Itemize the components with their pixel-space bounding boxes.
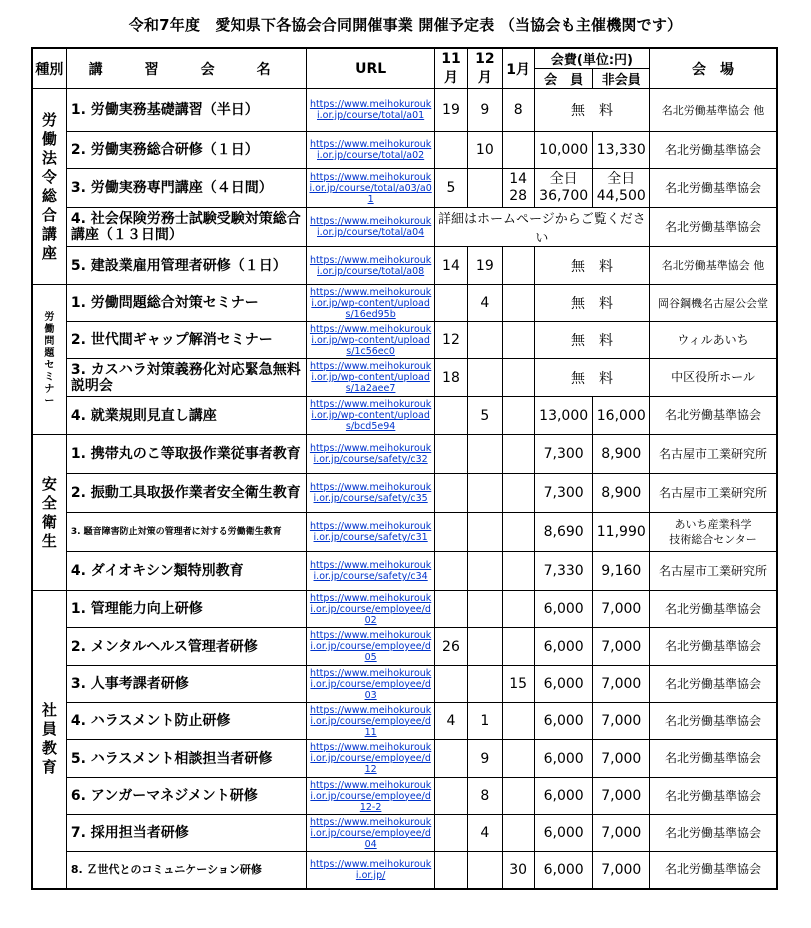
date-dec [468,435,502,474]
course-url-link[interactable]: https://www.meihokurouki.or.jp/wp-content/uploads/1a2aee7 [309,361,432,394]
date-jan [502,740,534,778]
date-nov: 19 [434,89,467,132]
date-nov [434,815,467,852]
date-jan: 14 28 [502,169,534,208]
venue: 名北労働基準協会 [650,132,777,169]
category-cell [32,435,66,591]
venue: 名北労働基準協会 [650,852,777,889]
date-nov [434,285,467,322]
header-url: URL [307,48,434,89]
course-url-cell [307,247,434,285]
course-name: 5. 建設業雇用管理者研修（１日） [66,247,307,285]
category-char: ミ [44,371,55,383]
table-row [32,703,777,740]
course-url-link[interactable]: https://www.meihokurouki.or.jp/course/employee/d11 [309,704,432,738]
course-url-cell [307,778,434,815]
course-name: 3. カスハラ対策義務化対応緊急無料説明会 [66,359,307,397]
category-char: 衛 [41,512,57,531]
venue: 名北労働基準協会 [650,666,777,703]
course-url-cell [307,285,434,322]
venue: 名古屋市工業研究所 [650,474,777,513]
table-row [32,132,777,169]
table-row [32,359,777,397]
venue: 名北労働基準協会 [650,703,777,740]
schedule-table [31,47,778,890]
course-name: 4. ハラスメント防止研修 [66,703,307,740]
course-url-cell [307,552,434,591]
category-char: 令 [41,167,57,186]
date-nov [434,397,467,435]
venue: 名北労働基準協会 [650,591,777,628]
course-url-cell [307,703,434,740]
fee-member: 7,330 [534,552,593,591]
fee-nonmember: 7,000 [593,666,650,703]
date-nov [434,513,467,552]
course-name: 4. ダイオキシン類特別教育 [66,552,307,591]
venue: 名北労働基準協会 [650,397,777,435]
category-char: ー [44,395,55,407]
fee-nonmember: 9,160 [593,552,650,591]
fee-nonmember: 7,000 [593,703,650,740]
date-dec [468,513,502,552]
date-jan [502,247,534,285]
course-url-cell [307,513,434,552]
date-dec [468,552,502,591]
course-name: 2. メンタルヘルス管理者研修 [66,628,307,666]
date-dec: 9 [468,89,502,132]
table-row [32,513,777,552]
course-name: 3. 騒音障害防止対策の管理者に対する労働衛生教育 [66,513,307,552]
date-jan [502,474,534,513]
date-nov [434,666,467,703]
date-dec [468,169,502,208]
table-row [32,852,777,889]
course-url-cell [307,132,434,169]
course-url-link[interactable]: https://www.meihokurouki.or.jp/wp-content/uploads/1c56ec0 [309,323,432,357]
course-name: 4. 就業規則見直し講座 [66,397,307,435]
category-char: 育 [41,758,57,777]
date-nov [434,591,467,628]
category-cell [32,591,66,889]
course-name: 2. 世代間ギャップ解消セミナー [66,322,307,359]
fee-member: 6,000 [534,628,593,666]
date-nov [434,132,467,169]
date-jan [502,322,534,359]
date-nov: 18 [434,359,467,397]
venue: 名北労働基準協会 [650,628,777,666]
venue: 名北労働基準協会 [650,778,777,815]
date-dec [468,322,502,359]
category-char: 座 [41,243,57,262]
fee-member: 6,000 [534,740,593,778]
category-char: 問 [44,335,55,347]
fee-member: 6,000 [534,591,593,628]
header-course: 講 習 会 名 [66,48,307,89]
header-fee: 会費(単位:円) [534,48,649,69]
fee-member: 6,000 [534,703,593,740]
fee-free: 無 料 [534,89,649,132]
course-url-cell [307,89,434,132]
date-jan [502,778,534,815]
category-char: 全 [41,493,57,512]
table-row [32,474,777,513]
fee-member: 8,690 [534,513,593,552]
fee-free: 無 料 [534,322,649,359]
table-row [32,591,777,628]
course-url-link[interactable]: https://www.meihokurouki.or.jp/course/employee/d12 [309,742,432,775]
course-url-link[interactable]: https://www.meihokurouki.or.jp/course/employee/d04 [309,816,432,850]
table-row [32,208,777,247]
fee-nonmember: 全日 44,500 [593,169,650,208]
date-jan: 8 [502,89,534,132]
date-jan [502,552,534,591]
course-url-cell [307,628,434,666]
date-jan [502,359,534,397]
course-url-link[interactable]: https://www.meihokurouki.or.jp/course/total/a01 [309,99,432,121]
course-url-cell [307,169,434,208]
category-char: ナ [44,383,55,395]
date-nov [434,740,467,778]
category-char: 働 [41,129,57,148]
date-nov: 26 [434,628,467,666]
course-url-link[interactable]: https://www.meihokurouki.or.jp/course/employee/d03 [309,667,432,701]
date-dec [468,474,502,513]
date-nov: 14 [434,247,467,285]
category-char: 労 [44,311,55,323]
date-dec: 1 [468,703,502,740]
fee-nonmember: 8,900 [593,435,650,474]
date-nov [434,778,467,815]
category-char: 講 [41,224,57,243]
venue: 名北労働基準協会 [650,208,777,247]
course-url-link[interactable]: https://www.meihokurouki.or.jp/course/total/a03/a01 [309,171,432,205]
course-url-cell [307,740,434,778]
fee-member: 6,000 [534,778,593,815]
header-jan: 1月 [502,48,534,89]
date-dec [468,359,502,397]
table-row [32,815,777,852]
category-char: 教 [41,739,57,758]
course-url-link[interactable]: https://www.meihokurouki.or.jp/course/safety/c32 [309,443,432,465]
fee-nonmember: 7,000 [593,852,650,889]
fee-member: 6,000 [534,666,593,703]
date-nov [434,435,467,474]
fee-nonmember: 7,000 [593,778,650,815]
course-url-link[interactable]: https://www.meihokurouki.or.jp/wp-content/uploads/16ed95b [309,286,432,320]
category-char: 働 [44,323,55,335]
category-char: 安 [41,474,57,493]
category-char: セ [44,359,55,371]
course-name: 7. 採用担当者研修 [66,815,307,852]
course-name: 1. 管理能力向上研修 [66,591,307,628]
course-url-link[interactable]: https://www.meihokurouki.or.jp/course/employee/d12-2 [309,779,432,813]
details-note: 詳細はホームページからご覧ください [434,208,649,247]
course-url-link[interactable]: https://www.meihokurouki.or.jp/course/safety/c35 [309,482,432,504]
fee-nonmember: 7,000 [593,815,650,852]
fee-nonmember: 8,900 [593,474,650,513]
course-url-cell [307,359,434,397]
date-jan [502,513,534,552]
category-cell [32,285,66,435]
course-url-cell [307,208,434,247]
header-nonmember: 非会員 [593,69,650,89]
table-row [32,778,777,815]
category-char: 員 [41,720,57,739]
course-url-cell [307,815,434,852]
table-row [32,169,777,208]
venue: 岡谷鋼機名古屋公会堂 [650,285,777,322]
date-jan [502,815,534,852]
date-dec [468,852,502,889]
fee-nonmember: 16,000 [593,397,650,435]
course-name: 8. Ｚ世代とのコミュニケーション研修 [66,852,307,889]
category-char: 社 [41,701,57,720]
date-nov: 12 [434,322,467,359]
date-nov: 4 [434,703,467,740]
fee-nonmember: 11,990 [593,513,650,552]
fee-member: 10,000 [534,132,593,169]
date-jan [502,628,534,666]
table-row [32,666,777,703]
fee-member: 6,000 [534,852,593,889]
header-nov: 11月 [434,48,467,89]
table-row [32,628,777,666]
course-url-cell [307,591,434,628]
venue: 名北労働基準協会 他 [650,89,777,132]
course-url-link[interactable]: https://www.meihokurouki.or.jp/course/total/a02 [309,139,432,161]
fee-member: 全日 36,700 [534,169,593,208]
course-name: 4. 社会保険労務士試験受験対策総合講座（１３日間） [66,208,307,247]
date-dec: 19 [468,247,502,285]
course-name: 5. ハラスメント相談担当者研修 [66,740,307,778]
date-jan: 15 [502,666,534,703]
header-venue: 会 場 [650,48,777,89]
course-url-link[interactable]: https://www.meihokurouki.or.jp/course/safety/c31 [309,521,432,543]
date-dec [468,628,502,666]
course-url-link[interactable]: https://www.meihokurouki.or.jp/course/total/a04 [309,216,432,238]
date-jan [502,703,534,740]
date-dec: 9 [468,740,502,778]
table-row [32,89,777,132]
course-name: 3. 労働実務専門講座（４日間） [66,169,307,208]
fee-nonmember: 13,330 [593,132,650,169]
header-category: 種別 [32,48,66,89]
date-dec: 5 [468,397,502,435]
course-name: 1. 労働問題総合対策セミナー [66,285,307,322]
date-jan [502,435,534,474]
date-nov: 5 [434,169,467,208]
date-dec: 4 [468,815,502,852]
category-cell [32,89,66,285]
fee-free: 無 料 [534,359,649,397]
table-row [32,247,777,285]
course-url-link[interactable]: https://www.meihokurouki.or.jp/course/total/a08 [309,254,432,277]
date-dec: 10 [468,132,502,169]
fee-free: 無 料 [534,247,649,285]
date-dec: 8 [468,778,502,815]
course-name: 6. アンガーマネジメント研修 [66,778,307,815]
course-url-link[interactable]: https://www.meihokurouki.or.jp/course/employee/d02 [309,592,432,626]
fee-free: 無 料 [534,285,649,322]
date-dec [468,591,502,628]
fee-member: 7,300 [534,435,593,474]
date-jan [502,132,534,169]
course-name: 1. 労働実務基礎講習（半日） [66,89,307,132]
table-row [32,322,777,359]
course-url-cell [307,852,434,889]
fee-nonmember: 7,000 [593,591,650,628]
table-row [32,397,777,435]
venue: 名古屋市工業研究所 [650,435,777,474]
category-char: 総 [41,186,57,205]
venue: 名北労働基準協会 [650,169,777,208]
category-char: 題 [44,347,55,359]
course-url-cell [307,666,434,703]
table-row [32,740,777,778]
venue: 名北労働基準協会 [650,740,777,778]
course-url-link[interactable]: https://www.meihokurouki.or.jp/ [309,858,432,881]
date-dec [468,666,502,703]
header-dec: 12月 [468,48,502,89]
course-url-cell [307,322,434,359]
course-url-cell [307,397,434,435]
schedule-body [32,89,777,889]
date-nov [434,852,467,889]
category-char: 労 [41,110,57,129]
fee-nonmember: 7,000 [593,628,650,666]
fee-member: 13,000 [534,397,593,435]
course-url-link[interactable]: https://www.meihokurouki.or.jp/wp-content/uploads/bcd5e94 [309,399,432,432]
course-name: 1. 携帯丸のこ等取扱作業従事者教育 [66,435,307,474]
category-char: 合 [41,205,57,224]
course-url-link[interactable]: https://www.meihokurouki.or.jp/course/safety/c34 [309,560,432,582]
course-name: 3. 人事考課者研修 [66,666,307,703]
venue: あいち産業科学 技術総合センター [650,513,777,552]
page-title: 令和7年度 愛知県下各協会合同開催事業 開催予定表 （当協会も主催機関です） [128,16,683,34]
venue: 名北労働基準協会 他 [650,247,777,285]
course-url-cell [307,474,434,513]
course-name: 2. 労働実務総合研修（１日） [66,132,307,169]
date-jan [502,591,534,628]
table-row [32,552,777,591]
date-jan [502,285,534,322]
category-char: 生 [41,531,57,550]
category-char: 法 [41,148,57,167]
date-jan: 30 [502,852,534,889]
venue: 名古屋市工業研究所 [650,552,777,591]
fee-member: 6,000 [534,815,593,852]
venue: 中区役所ホール [650,359,777,397]
date-nov [434,552,467,591]
date-dec: 4 [468,285,502,322]
course-url-cell [307,435,434,474]
header-member: 会 員 [534,69,593,89]
fee-member: 7,300 [534,474,593,513]
course-name: 2. 振動工具取扱作業者安全衛生教育 [66,474,307,513]
venue: 名北労働基準協会 [650,815,777,852]
course-url-link[interactable]: https://www.meihokurouki.or.jp/course/employee/d05 [309,630,432,663]
table-row [32,285,777,322]
table-row [32,435,777,474]
venue: ウィルあいち [650,322,777,359]
fee-nonmember: 7,000 [593,740,650,778]
date-nov [434,474,467,513]
date-jan [502,397,534,435]
